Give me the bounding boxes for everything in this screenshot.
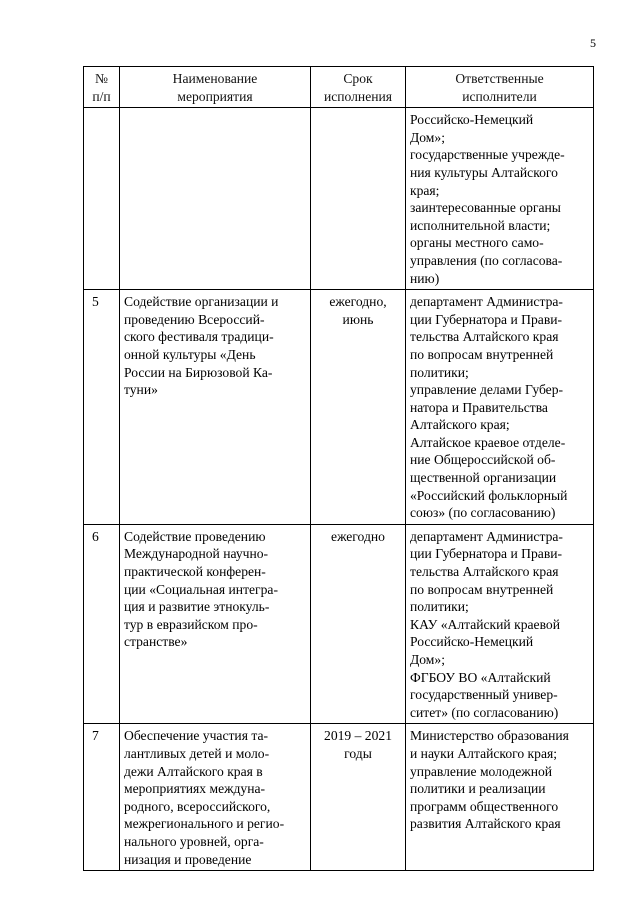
responsible-cell: департамент Администра- ции Губернатора и Прави- тельства Алтайского края по вопросам внутренней политики; КАУ «Алтайский краевой Российско-Немецкий Дом»; ФГБОУ ВО «Алтайский государственный универ- ситет» (по согласованию) xyxy=(406,524,594,724)
events-table xyxy=(83,66,594,871)
responsible-cell: Российско-Немецкий Дом»; государственные учрежде- ния культуры Алтайского края; заинтересованные органы исполнительной власти; органы местного само- управления (по согласова- нию) xyxy=(406,108,594,290)
row-number-cell: 7 xyxy=(84,724,120,871)
row-number-cell xyxy=(84,108,120,290)
event-name-cell: Содействие организации и проведению Всероссий- ского фестиваля традици- онной культуры «День России на Бирюзовой Ка- туни» xyxy=(120,290,311,525)
responsible-cell: Министерство образования и науки Алтайского края; управление молодежной политики и реализации программ общественного развития Алтайского края xyxy=(406,724,594,871)
deadline-cell: ежегодно, июнь xyxy=(311,290,406,525)
deadline-cell: ежегодно xyxy=(311,524,406,724)
deadline-cell: 2019 – 2021 годы xyxy=(311,724,406,871)
table-row xyxy=(84,724,594,871)
table-row xyxy=(84,524,594,724)
event-name-cell xyxy=(120,108,311,290)
header-deadline: Срок исполнения xyxy=(311,67,406,108)
header-responsible: Ответственные исполнители xyxy=(406,67,594,108)
deadline-cell xyxy=(311,108,406,290)
table-row xyxy=(84,290,594,525)
event-name-cell: Содействие проведению Международной научно- практической конферен- ции «Социальная интегра- ция и развитие этнокуль- тур в евразийском про- странстве» xyxy=(120,524,311,724)
table-row xyxy=(84,108,594,290)
event-name-cell: Обеспечение участия та- лантливых детей и моло- дежи Алтайского края в мероприятиях междуна- родного, всероссийского, межрегионального и регио- нального уровней, орга- низация и проведение xyxy=(120,724,311,871)
header-number: № п/п xyxy=(84,67,120,108)
row-number-cell: 5 xyxy=(84,290,120,525)
header-event-name: Наименование мероприятия xyxy=(120,67,311,108)
responsible-cell: департамент Администра- ции Губернатора и Прави- тельства Алтайского края по вопросам внутренней политики; управление делами Губер- натора и Правительства Алтайского края; Алтайское краевое отделе- ние Общероссийской об- щественной организации «Российский фольклорный союз» (по согласованию) xyxy=(406,290,594,525)
row-number-cell: 6 xyxy=(84,524,120,724)
table-header-row xyxy=(84,67,594,108)
page-number: 5 xyxy=(590,36,596,50)
